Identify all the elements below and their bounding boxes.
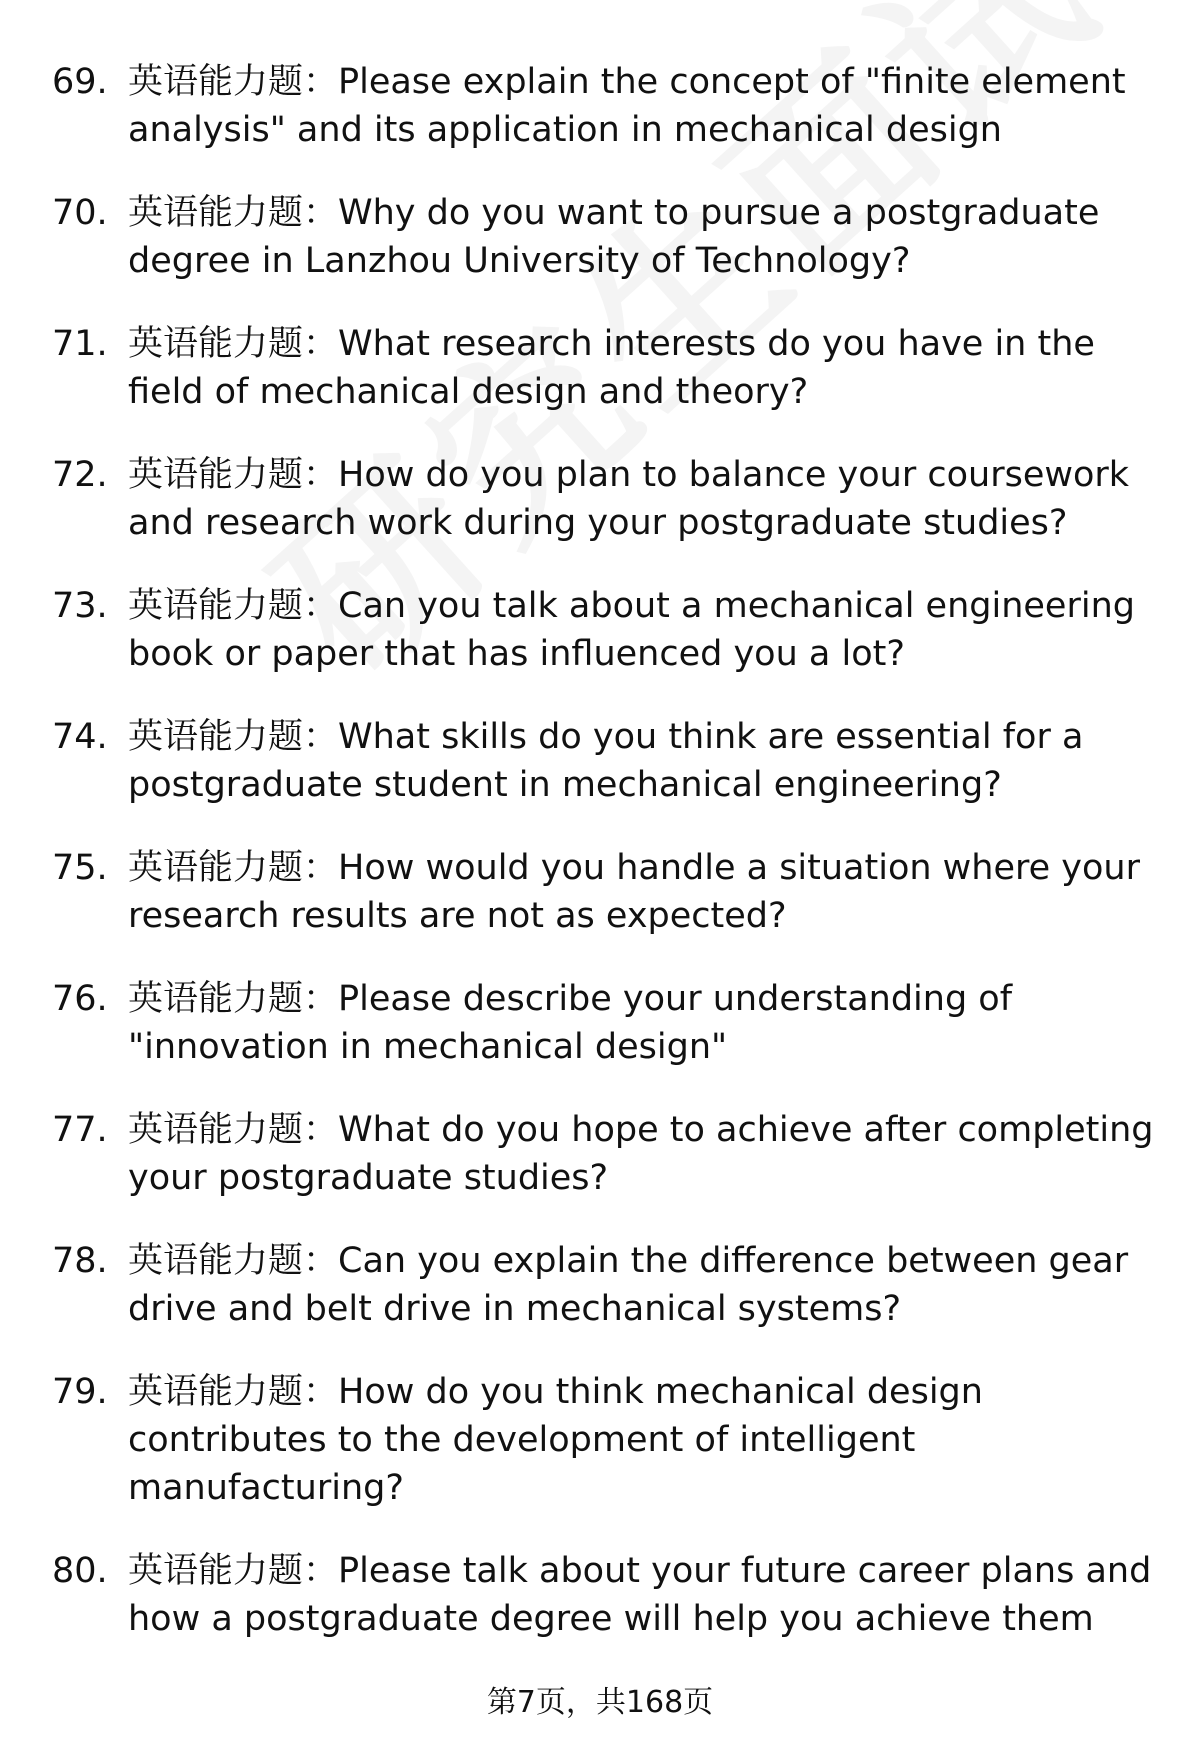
question-text: 英语能力题：How do you think mechanical design contributes to the development of intelligent manufacturing?: [128, 1372, 983, 1508]
question-number: 77.: [52, 1110, 108, 1150]
question-text: 英语能力题：What skills do you think are essential for a postgraduate student in mechanical engineering?: [128, 717, 1084, 805]
question-text: 英语能力题：What research interests do you have in the field of mechanical design and theory?: [128, 324, 1095, 412]
question-text: 英语能力题：Please explain the concept of "finite element analysis" and its application in mechanical design: [128, 62, 1126, 150]
question-number: 80.: [52, 1551, 108, 1591]
question-item: [0, 451, 1200, 547]
question-text: 英语能力题：How would you handle a situation where your research results are not as expected?: [128, 848, 1140, 936]
question-number: 71.: [52, 324, 108, 364]
question-text: 英语能力题：What do you hope to achieve after completing your postgraduate studies?: [128, 1110, 1154, 1198]
page-number-label: 第7页，共168页: [486, 1685, 714, 1720]
question-item: [0, 582, 1200, 678]
question-text: 英语能力题：How do you plan to balance your coursework and research work during your postgraduate studies?: [128, 455, 1130, 543]
question-list: [0, 58, 1200, 1678]
question-number: 79.: [52, 1372, 108, 1412]
question-text: 英语能力题：Why do you want to pursue a postgraduate degree in Lanzhou University of Technology?: [128, 193, 1100, 281]
question-item: [0, 189, 1200, 285]
question-number: 69.: [52, 62, 108, 102]
question-item: [0, 1106, 1200, 1202]
question-text: 英语能力题：Please talk about your future career plans and how a postgraduate degree will help you achieve them: [128, 1551, 1152, 1639]
question-item: [0, 975, 1200, 1071]
question-number: 72.: [52, 455, 108, 495]
question-number: 74.: [52, 717, 108, 757]
question-item: [0, 1368, 1200, 1512]
question-number: 76.: [52, 979, 108, 1019]
question-number: 75.: [52, 848, 108, 888]
question-item: [0, 713, 1200, 809]
question-text: 英语能力题：Can you talk about a mechanical engineering book or paper that has influenced you a lot?: [128, 586, 1135, 674]
question-text: 英语能力题：Can you explain the difference between gear drive and belt drive in mechanical systems?: [128, 1241, 1129, 1329]
question-item: [0, 58, 1200, 154]
question-item: [0, 320, 1200, 416]
question-item: [0, 1547, 1200, 1643]
question-item: [0, 844, 1200, 940]
question-number: 78.: [52, 1241, 108, 1281]
page-footer: [0, 1683, 1200, 1723]
question-number: 70.: [52, 193, 108, 233]
question-number: 73.: [52, 586, 108, 626]
question-item: [0, 1237, 1200, 1333]
question-text: 英语能力题：Please describe your understanding of "innovation in mechanical design": [128, 979, 1013, 1067]
